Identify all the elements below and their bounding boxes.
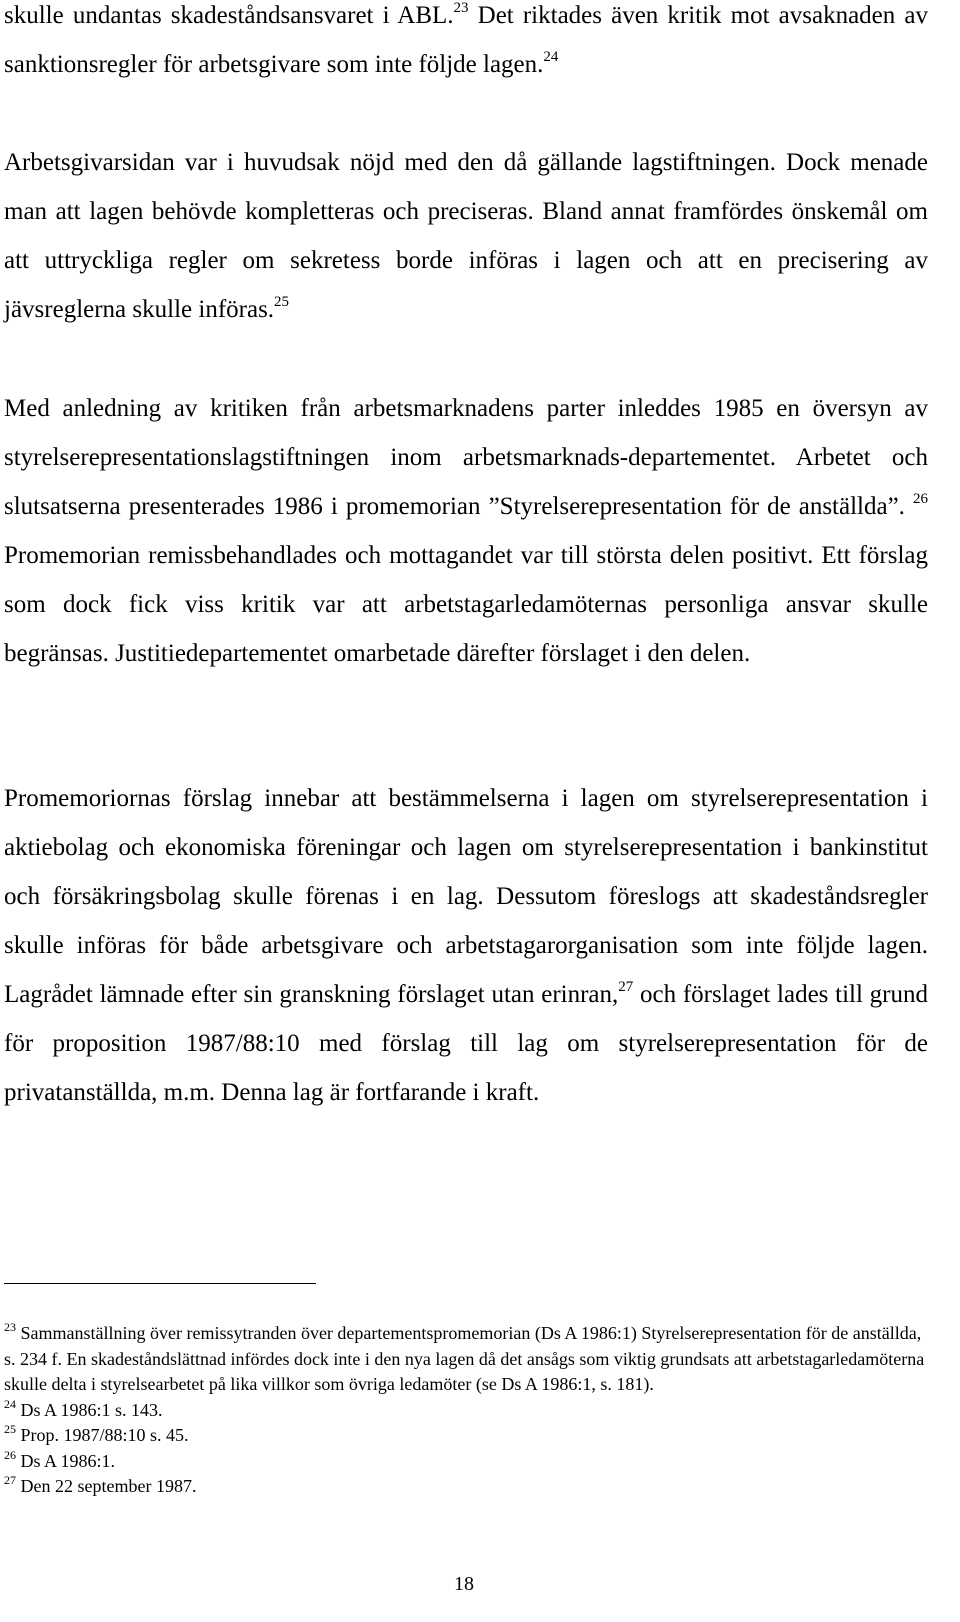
para3-text-1: Med anledning av kritiken från arbetsmarknadens parter inleddes 1985 en översyn av styrelserepresentationslagstiftningen inom arbetsmarknads-departementet. Arbetet och slutsatserna presenterades 1986 i promemorian ”Styrelserepresentation för de anställda”. <box>4 395 928 520</box>
footnote-ref-25: 25 <box>274 294 290 310</box>
footnote-text: Ds A 1986:1. <box>16 1450 116 1471</box>
footnote-text: Prop. 1987/88:10 s. 45. <box>16 1425 189 1445</box>
footnote-23 <box>4 1321 928 1398</box>
para2-text-1: Arbetsgivarsidan var i huvudsak nöjd med den då gällande lagstiftningen. Dock menade man att lagen behövde kompletteras och preciseras. Bland annat framfördes önskemål om att uttryckliga regler om sekretess borde införas i lagen och att en precisering av jävsreglerna skulle införas. <box>4 149 928 323</box>
footnote-text: Ds A 1986:1 s. 143. <box>16 1399 163 1420</box>
footnote-ref-24: 24 <box>543 49 559 65</box>
footnote-number: 23 <box>4 1320 16 1334</box>
para4-text-2: och förslaget lades till grund för proposition 1987/88:10 med förslag till lag om styrelserepresentation för de privatanställda, m.m. Denna lag är fortfarande i kraft. <box>4 981 928 1106</box>
footnote-25 <box>4 1423 928 1449</box>
footnote-24 <box>4 1398 928 1424</box>
paragraph-4 <box>4 774 928 1117</box>
footnote-number: 24 <box>4 1396 16 1411</box>
para1-text-2: Det riktades även kritik mot avsaknaden av sanktionsregler för arbetsgivare som inte följde lagen. <box>4 2 928 78</box>
footnote-ref-27: 27 <box>618 979 634 995</box>
paragraph-3 <box>4 384 928 678</box>
para3-text-2: Promemorian remissbehandlades och mottagandet var till största delen positivt. Ett förslag som dock fick viss kritik var att arbetstagarledamöternas personliga ansvar skulle begränsas. Justitiedepartementet omarbetade därefter förslaget i den delen. <box>4 542 928 667</box>
paragraph-1 <box>4 0 928 89</box>
footnote-number: 26 <box>4 1447 16 1462</box>
footnote-ref-26: 26 <box>913 491 928 507</box>
footnote-ref-23: 23 <box>453 0 469 16</box>
footnote-number: 27 <box>4 1473 16 1487</box>
page-number: 18 <box>454 1573 474 1595</box>
footnote-27 <box>4 1474 928 1500</box>
footnote-text: Den 22 september 1987. <box>16 1476 197 1496</box>
para1-text-1: skulle undantas skadeståndsansvaret i ABL. <box>4 2 454 29</box>
footnote-26 <box>4 1449 928 1475</box>
footnote-text: Sammanställning över remissytranden över departementspromemorian (Ds A 1986:1) Styrelserepresentation för de anställda, s. 234 f. En skadeståndslättnad infördes dock inte i den nya lagen då det ansågs som viktig grundsats att arbetstagarledamöterna skulle delta i styrelsearbetet på lika villkor som övriga ledamöter (se Ds A 1986:1, s. 181). <box>4 1323 925 1394</box>
footnote-separator <box>4 1283 316 1284</box>
para4-text-1: Promemoriornas förslag innebar att bestämmelserna i lagen om styrelserepresentation i aktiebolag och ekonomiska föreningar och lagen om styrelserepresentation i bankinstitut och försäkringsbolag skulle förenas i en lag. Dessutom föreslogs att skadeståndsregler skulle införas för både arbetsgivare och arbetstagarorganisation som inte följde lagen. Lagrådet lämnade efter sin granskning förslaget utan erinran, <box>4 785 928 1008</box>
footnotes <box>4 1321 928 1500</box>
paragraph-2 <box>4 138 928 334</box>
footnote-number: 25 <box>4 1422 16 1436</box>
